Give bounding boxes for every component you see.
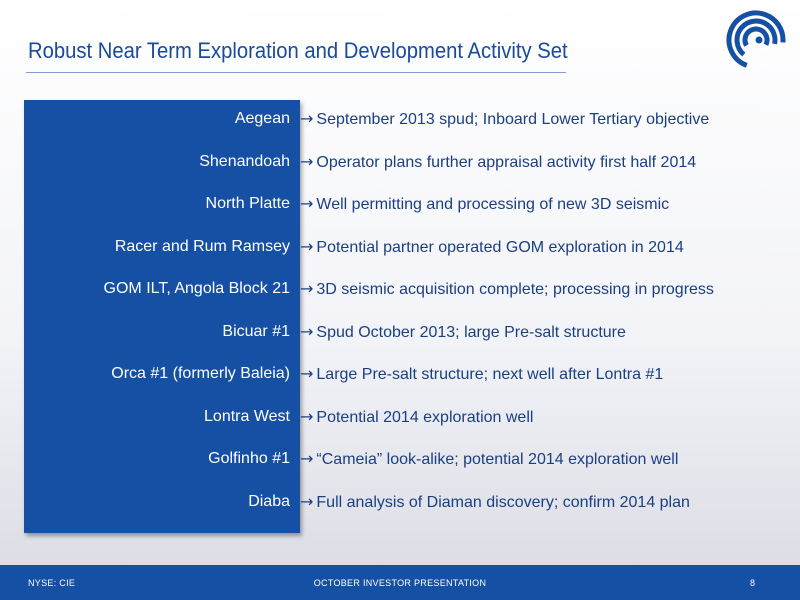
activity-description bbox=[300, 105, 709, 133]
activity-row bbox=[0, 445, 800, 473]
activity-description bbox=[300, 233, 684, 261]
activity-row bbox=[0, 148, 800, 176]
activity-description-text: 3D seismic acquisition complete; processing in progress bbox=[316, 281, 714, 298]
footer-page-number: 8 bbox=[750, 578, 756, 588]
activity-description-text: Spud October 2013; large Pre-salt structure bbox=[316, 323, 626, 341]
footer-ticker: NYSE: CIE bbox=[28, 578, 76, 588]
activity-row bbox=[0, 105, 800, 133]
activity-description bbox=[300, 275, 714, 303]
activity-row bbox=[0, 190, 800, 218]
activity-description bbox=[300, 190, 669, 218]
activity-label: Golfinho #1 bbox=[208, 450, 290, 467]
title-divider bbox=[26, 72, 566, 73]
activity-label: Lontra West bbox=[204, 407, 290, 425]
slide-title: Robust Near Term Exploration and Development Activity Set bbox=[28, 38, 568, 63]
activity-label: GOM ILT, Angola Block 21 bbox=[103, 280, 290, 297]
activity-description bbox=[300, 403, 533, 431]
activity-label: Racer and Rum Ramsey bbox=[114, 237, 290, 255]
activity-description bbox=[300, 360, 663, 388]
arrow-right-icon: → bbox=[300, 109, 314, 128]
activity-row bbox=[0, 360, 800, 388]
arrow-right-icon: → bbox=[300, 151, 314, 171]
activity-description-text: Potential 2014 exploration well bbox=[316, 408, 534, 426]
arrow-right-icon: → bbox=[300, 194, 314, 213]
activity-label: Orca #1 (formerly Baleia) bbox=[111, 365, 290, 382]
arrow-right-icon: → bbox=[300, 321, 314, 341]
activity-description bbox=[300, 488, 690, 516]
activity-description-text: Well permitting and processing of new 3D seismic bbox=[316, 196, 670, 213]
company-logo-icon bbox=[726, 10, 786, 70]
activity-description-text: Full analysis of Diaman discovery; confirm 2014 plan bbox=[316, 493, 690, 511]
activity-row bbox=[0, 275, 800, 303]
activity-description-text: Potential partner operated GOM exploration in 2014 bbox=[316, 238, 684, 256]
activity-row bbox=[0, 233, 800, 261]
activity-row bbox=[0, 488, 800, 516]
activity-description-text: “Cameia” look-alike; potential 2014 exploration well bbox=[316, 451, 679, 468]
arrow-right-icon: → bbox=[300, 364, 314, 383]
activity-row bbox=[0, 403, 800, 431]
activity-description bbox=[300, 148, 696, 176]
activity-label: Shenandoah bbox=[199, 152, 290, 170]
activity-label: North Platte bbox=[205, 195, 290, 212]
activity-description bbox=[300, 318, 626, 346]
arrow-right-icon: → bbox=[300, 236, 314, 256]
arrow-right-icon: → bbox=[300, 406, 314, 426]
arrow-right-icon: → bbox=[300, 449, 314, 468]
activity-description bbox=[300, 445, 678, 473]
footer-presentation-title: OCTOBER INVESTOR PRESENTATION bbox=[313, 578, 487, 588]
arrow-right-icon: → bbox=[300, 279, 314, 298]
activity-label: Bicuar #1 bbox=[222, 322, 290, 340]
activity-description-text: September 2013 spud; Inboard Lower Tertiary objective bbox=[316, 111, 710, 128]
activity-row bbox=[0, 318, 800, 346]
activity-description-text: Large Pre-salt structure; next well after Lontra #1 bbox=[316, 366, 664, 383]
activity-label: Diaba bbox=[248, 492, 290, 510]
arrow-right-icon: → bbox=[300, 491, 314, 511]
activity-description-text: Operator plans further appraisal activity first half 2014 bbox=[316, 153, 697, 171]
footer-bar bbox=[0, 565, 800, 600]
activity-label: Aegean bbox=[234, 110, 290, 127]
